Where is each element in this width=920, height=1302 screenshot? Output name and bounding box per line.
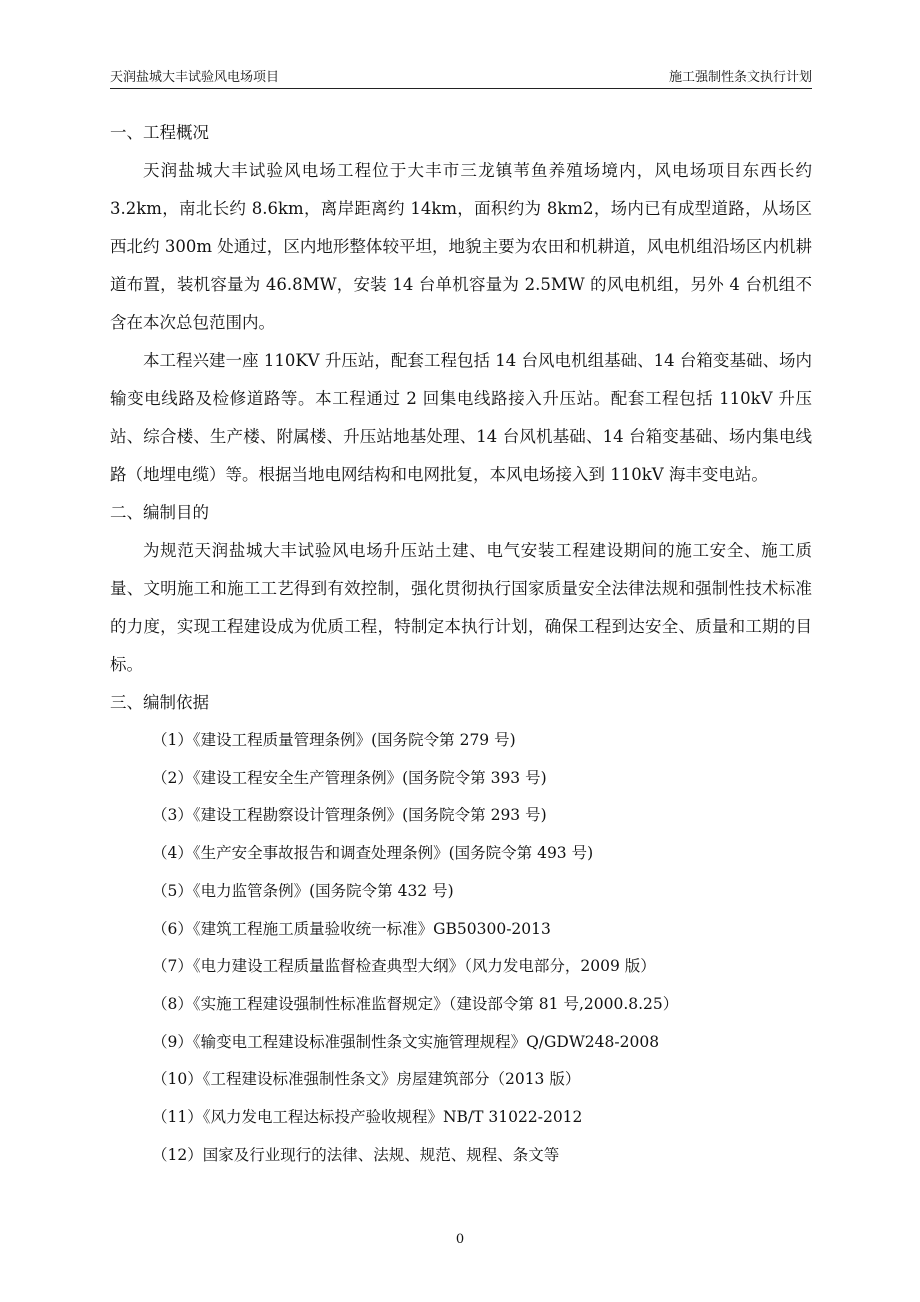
header-project-title: 天润盐城大丰试验风电场项目 — [110, 70, 280, 85]
section-heading-basis: 三、编制依据 — [110, 693, 209, 712]
page-header — [110, 64, 812, 89]
purpose-paragraph: 为规范天润盐城大丰试验风电场升压站土建、电气安装工程建设期间的施工安全、施工质量、文明施工和施工工艺得到有效控制，强化贯彻执行国家质量安全法律法规和强制性技术标准的力度，实现工程建设成为优质工程，特制定本执行计划，确保工程到达安全、质量和工期的目标。 — [110, 541, 812, 674]
reference-item: （5）《电力监管条例》(国务院令第 432 号) — [152, 881, 454, 900]
reference-list — [110, 722, 812, 1174]
section-heading-purpose: 二、编制目的 — [110, 503, 209, 522]
reference-item: （11）《风力发电工程达标投产验收规程》NB/T 31022-2012 — [152, 1108, 583, 1127]
reference-item: （8）《实施工程建设强制性标准监督规定》（建设部令第 81 号,2000.8.25） — [152, 994, 679, 1013]
header-document-title: 施工强制性条文执行计划 — [668, 70, 812, 85]
reference-item: （12）国家及行业现行的法律、法规、规范、规程、条文等 — [152, 1145, 560, 1164]
reference-item: （1）《建设工程质量管理条例》(国务院令第 279 号) — [152, 731, 516, 749]
reference-item: （7）《电力建设工程质量监督检查典型大纲》（风力发电部分，2009 版） — [152, 957, 656, 976]
overview-paragraph-1: 天润盐城大丰试验风电场工程位于大丰市三龙镇苇鱼养殖场境内，风电场项目东西长约 3.2km，南北长约 8.6km，离岸距离约 14km，面积约为 8km2，场内已有成型道路，从场区西北约 300m 处通过，区内地形整体较平坦，地貌主要为农田和机耕道，风电机组沿场区内机耕道布置，装机容量为 46.8MW，安装 14 台单机容量为 2.5MW 的风电机组，另外 4 台机组不含在本次总包范围内。 — [110, 161, 812, 332]
reference-item: （3）《建设工程勘察设计管理条例》(国务院令第 293 号) — [152, 806, 547, 825]
reference-item: （4）《生产安全事故报告和调查处理条例》(国务院令第 493 号) — [152, 844, 594, 863]
page-number: 0 — [455, 1232, 465, 1247]
document-body — [110, 114, 812, 1174]
reference-item: （2）《建设工程安全生产管理条例》(国务院令第 393 号) — [152, 768, 547, 787]
reference-item: （9）《输变电工程建设标准强制性条文实施管理规程》Q/GDW248-2008 — [152, 1032, 660, 1051]
overview-paragraph-2: 本工程兴建一座 110KV 升压站，配套工程包括 14 台风电机组基础、14 台箱变基础、场内输变电线路及检修道路等。本工程通过 2 回集电线路接入升压站。配套工程包括 110kV 升压站、综合楼、生产楼、附属楼、升压站地基处理、14 台风机基础、14 台箱变基础、场内集电线路（地埋电缆）等。根据当地电网结构和电网批复，本风电场接入到 110kV 海丰变电站。 — [110, 351, 812, 484]
reference-item: （10）《工程建设标准强制性条文》房屋建筑部分（2013 版） — [152, 1070, 581, 1089]
reference-item: （6）《建筑工程施工质量验收统一标准》GB50300-2013 — [152, 919, 551, 938]
section-heading-overview: 一、工程概况 — [110, 123, 209, 142]
